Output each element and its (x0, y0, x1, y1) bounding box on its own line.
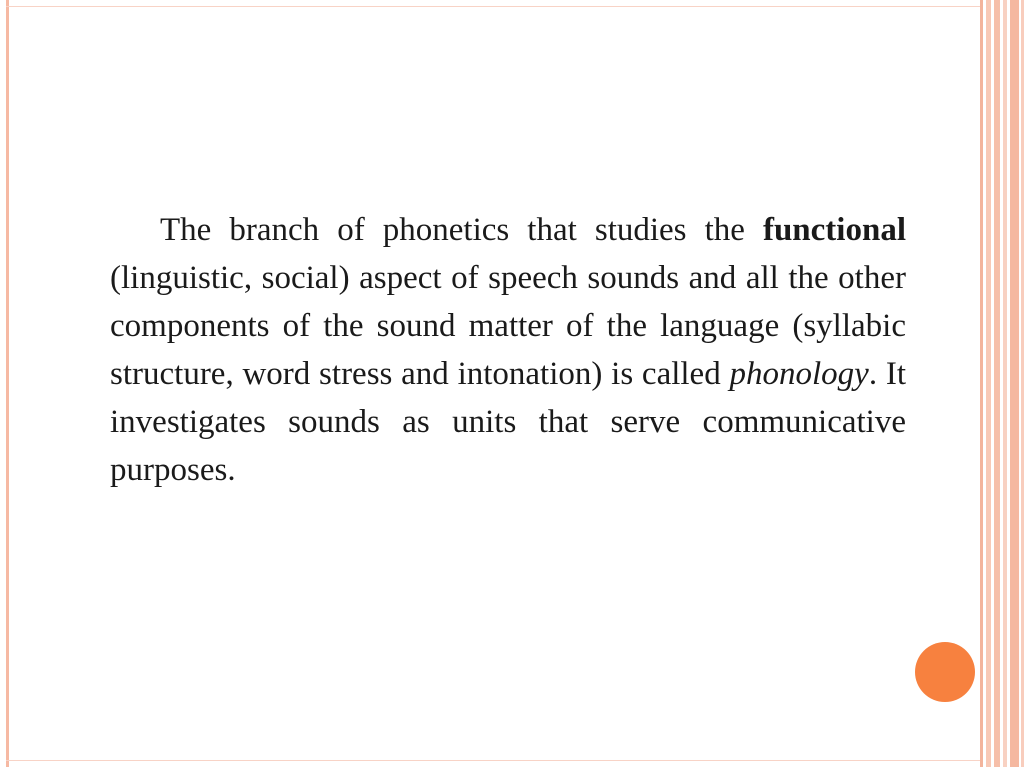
stripe (1010, 0, 1019, 767)
frame-top-line (6, 6, 982, 7)
frame-bottom-line (6, 760, 982, 761)
stripe (1003, 0, 1007, 767)
body-paragraph (110, 206, 906, 494)
bold-term: functional (762, 212, 906, 248)
frame-left-border (6, 0, 9, 767)
stripe (994, 0, 1000, 767)
decorative-stripes (980, 0, 1024, 767)
paragraph-text-part3: . It investigates sounds as units that serve communicative purposes. (110, 356, 907, 488)
stripe (980, 0, 983, 767)
italic-term: phonology (729, 356, 869, 392)
paragraph-text-part2: (linguistic, social) aspect of speech sounds and all the other components of the sound matter of the language (syllabic structure, word stress and intonation) is called (110, 260, 906, 392)
decorative-circle (915, 642, 975, 702)
paragraph-text-part1: The branch of phonetics that studies the (160, 212, 745, 248)
stripe (986, 0, 991, 767)
